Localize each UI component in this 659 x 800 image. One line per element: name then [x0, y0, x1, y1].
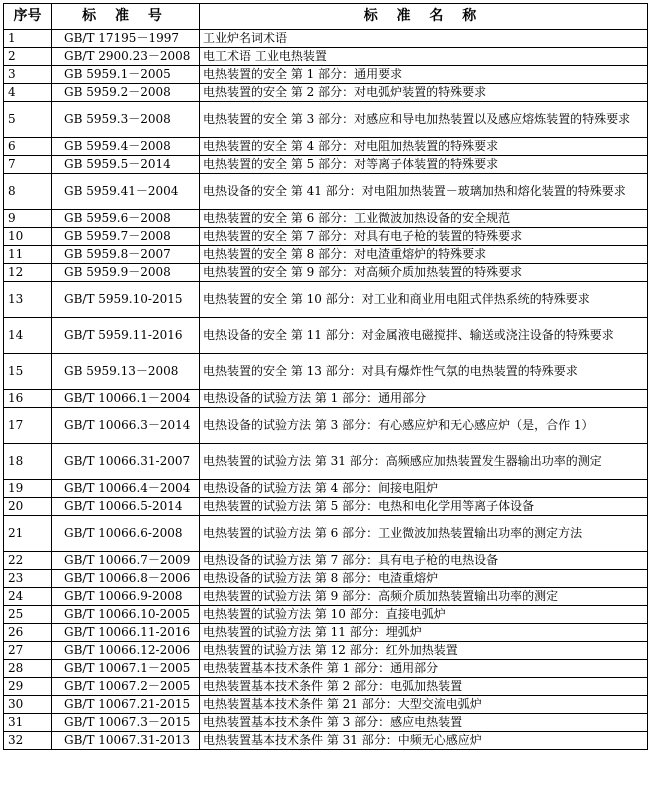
row-seq-no: 28	[4, 660, 52, 678]
row-standard-code: GB 5959.7－2008	[52, 228, 200, 246]
table-row	[4, 246, 648, 264]
row-seq-no: 12	[4, 264, 52, 282]
row-standard-code: GB 5959.2－2008	[52, 84, 200, 102]
row-seq-no: 25	[4, 606, 52, 624]
row-standard-code: GB/T 10066.1－2004	[52, 390, 200, 408]
table-row	[4, 498, 648, 516]
row-standard-name: 电热装置的安全 第 8 部分：对电渣重熔炉的特殊要求	[200, 246, 648, 264]
table-body	[4, 30, 648, 750]
row-standard-name: 电热装置的安全 第 1 部分：通用要求	[200, 66, 648, 84]
row-standard-name: 电热装置基本技术条件 第 2 部分：电弧加热装置	[200, 678, 648, 696]
table-row	[4, 696, 648, 714]
table-row	[4, 408, 648, 444]
row-seq-no: 1	[4, 30, 52, 48]
row-seq-no: 4	[4, 84, 52, 102]
row-standard-name: 电热装置的安全 第 6 部分：工业微波加热设备的安全规范	[200, 210, 648, 228]
table-row	[4, 678, 648, 696]
row-standard-code: GB/T 10066.8－2006	[52, 570, 200, 588]
row-standard-code: GB 5959.41－2004	[52, 174, 200, 210]
table-row	[4, 516, 648, 552]
row-standard-code: GB/T 10066.31-2007	[52, 444, 200, 480]
row-standard-name: 电热装置的试验方法 第 31 部分：高频感应加热装置发生器输出功率的测定	[200, 444, 648, 480]
row-standard-name: 电热装置的试验方法 第 5 部分：电热和电化学用等离子体设备	[200, 498, 648, 516]
row-standard-name: 电热装置的安全 第 2 部分：对电弧炉装置的特殊要求	[200, 84, 648, 102]
row-seq-no: 15	[4, 354, 52, 390]
table-row	[4, 606, 648, 624]
row-standard-name: 电热装置基本技术条件 第 31 部分：中频无心感应炉	[200, 732, 648, 750]
row-standard-name: 电热设备的试验方法 第 3 部分：有心感应炉和无心感应炉（是，合作 1）	[200, 408, 648, 444]
row-standard-code: GB/T 2900.23－2008	[52, 48, 200, 66]
table-row	[4, 444, 648, 480]
row-seq-no: 10	[4, 228, 52, 246]
header-seq-no: 序号	[4, 4, 52, 30]
row-standard-name: 电热设备的安全 第 41 部分：对电阻加热装置－玻璃加热和熔化装置的特殊要求	[200, 174, 648, 210]
row-standard-name: 电热设备的试验方法 第 7 部分：具有电子枪的电热设备	[200, 552, 648, 570]
row-standard-name: 电热装置的试验方法 第 10 部分：直接电弧炉	[200, 606, 648, 624]
row-standard-name: 电热装置的试验方法 第 12 部分：红外加热装置	[200, 642, 648, 660]
row-seq-no: 32	[4, 732, 52, 750]
row-seq-no: 21	[4, 516, 52, 552]
row-standard-code: GB 5959.5－2014	[52, 156, 200, 174]
row-standard-code: GB/T 10066.4－2004	[52, 480, 200, 498]
table-row	[4, 210, 648, 228]
row-seq-no: 18	[4, 444, 52, 480]
header-standard-code: 标 准 号	[52, 4, 200, 30]
row-standard-code: GB/T 10066.3－2014	[52, 408, 200, 444]
row-standard-name: 电热装置的安全 第 9 部分：对高频介质加热装置的特殊要求	[200, 264, 648, 282]
row-standard-code: GB/T 10067.21-2015	[52, 696, 200, 714]
table-row	[4, 282, 648, 318]
row-standard-code: GB/T 5959.11-2016	[52, 318, 200, 354]
table-row	[4, 354, 648, 390]
table-row	[4, 102, 648, 138]
table-row	[4, 588, 648, 606]
table-row	[4, 732, 648, 750]
row-standard-code: GB/T 10066.9-2008	[52, 588, 200, 606]
table-header-row	[4, 4, 648, 30]
row-seq-no: 19	[4, 480, 52, 498]
row-standard-code: GB/T 10066.10-2005	[52, 606, 200, 624]
row-seq-no: 6	[4, 138, 52, 156]
row-standard-code: GB 5959.13－2008	[52, 354, 200, 390]
row-seq-no: 30	[4, 696, 52, 714]
row-seq-no: 24	[4, 588, 52, 606]
row-standard-code: GB 5959.1－2005	[52, 66, 200, 84]
row-standard-code: GB 5959.9－2008	[52, 264, 200, 282]
table-row	[4, 714, 648, 732]
row-seq-no: 22	[4, 552, 52, 570]
row-standard-code: GB 5959.3－2008	[52, 102, 200, 138]
row-standard-name: 电热装置的试验方法 第 6 部分：工业微波加热装置输出功率的测定方法	[200, 516, 648, 552]
table-row	[4, 30, 648, 48]
row-seq-no: 7	[4, 156, 52, 174]
row-standard-name: 电热设备的试验方法 第 8 部分：电渣重熔炉	[200, 570, 648, 588]
table-row	[4, 174, 648, 210]
row-standard-name: 电热装置的安全 第 4 部分：对电阻加热装置的特殊要求	[200, 138, 648, 156]
table-row	[4, 156, 648, 174]
row-standard-code: GB/T 10067.3－2015	[52, 714, 200, 732]
row-standard-code: GB/T 17195－1997	[52, 30, 200, 48]
table-row	[4, 318, 648, 354]
row-seq-no: 23	[4, 570, 52, 588]
row-seq-no: 31	[4, 714, 52, 732]
row-seq-no: 17	[4, 408, 52, 444]
row-standard-name: 电热装置基本技术条件 第 1 部分：通用部分	[200, 660, 648, 678]
row-standard-name: 电热装置的安全 第 5 部分：对等离子体装置的特殊要求	[200, 156, 648, 174]
row-standard-name: 电热装置的安全 第 13 部分：对具有爆炸性气氛的电热装置的特殊要求	[200, 354, 648, 390]
row-seq-no: 29	[4, 678, 52, 696]
table-row	[4, 480, 648, 498]
row-standard-code: GB/T 5959.10-2015	[52, 282, 200, 318]
table-row	[4, 264, 648, 282]
row-standard-code: GB 5959.4－2008	[52, 138, 200, 156]
table-row	[4, 552, 648, 570]
row-standard-code: GB/T 10066.12-2006	[52, 642, 200, 660]
row-standard-name: 电热装置的试验方法 第 11 部分：埋弧炉	[200, 624, 648, 642]
row-standard-code: GB 5959.6－2008	[52, 210, 200, 228]
row-standard-code: GB/T 10067.31-2013	[52, 732, 200, 750]
row-seq-no: 27	[4, 642, 52, 660]
table-row	[4, 66, 648, 84]
row-standard-name: 电热设备的试验方法 第 1 部分：通用部分	[200, 390, 648, 408]
row-standard-name: 电热装置基本技术条件 第 21 部分：大型交流电弧炉	[200, 696, 648, 714]
row-seq-no: 5	[4, 102, 52, 138]
row-standard-code: GB/T 10066.6-2008	[52, 516, 200, 552]
row-seq-no: 26	[4, 624, 52, 642]
table-row	[4, 390, 648, 408]
table-row	[4, 48, 648, 66]
table-row	[4, 624, 648, 642]
row-seq-no: 3	[4, 66, 52, 84]
row-standard-name: 电热装置的安全 第 3 部分：对感应和导电加热装置以及感应熔炼装置的特殊要求	[200, 102, 648, 138]
row-seq-no: 13	[4, 282, 52, 318]
row-standard-name: 电工术语 工业电热装置	[200, 48, 648, 66]
row-seq-no: 16	[4, 390, 52, 408]
standards-table	[3, 3, 648, 750]
row-seq-no: 8	[4, 174, 52, 210]
header-standard-name: 标 准 名 称	[200, 4, 648, 30]
table-row	[4, 228, 648, 246]
row-standard-name: 电热装置的安全 第 7 部分：对具有电子枪的装置的特殊要求	[200, 228, 648, 246]
table-row	[4, 570, 648, 588]
row-seq-no: 2	[4, 48, 52, 66]
row-seq-no: 20	[4, 498, 52, 516]
row-standard-code: GB 5959.8－2007	[52, 246, 200, 264]
row-standard-name: 电热装置基本技术条件 第 3 部分：感应电热装置	[200, 714, 648, 732]
row-standard-name: 工业炉名词术语	[200, 30, 648, 48]
row-standard-name: 电热装置的安全 第 10 部分：对工业和商业用电阻式伴热系统的特殊要求	[200, 282, 648, 318]
table-row	[4, 138, 648, 156]
table-row	[4, 660, 648, 678]
row-seq-no: 14	[4, 318, 52, 354]
table-row	[4, 642, 648, 660]
table-row	[4, 84, 648, 102]
row-seq-no: 11	[4, 246, 52, 264]
row-standard-name: 电热设备的试验方法 第 4 部分：间接电阻炉	[200, 480, 648, 498]
row-standard-name: 电热装置的试验方法 第 9 部分：高频介质加热装置输出功率的测定	[200, 588, 648, 606]
row-standard-code: GB/T 10066.7－2009	[52, 552, 200, 570]
row-seq-no: 9	[4, 210, 52, 228]
row-standard-name: 电热设备的安全 第 11 部分：对金属液电磁搅拌、输送或浇注设备的特殊要求	[200, 318, 648, 354]
row-standard-code: GB/T 10066.11-2016	[52, 624, 200, 642]
row-standard-code: GB/T 10067.1－2005	[52, 660, 200, 678]
row-standard-code: GB/T 10067.2－2005	[52, 678, 200, 696]
row-standard-code: GB/T 10066.5-2014	[52, 498, 200, 516]
